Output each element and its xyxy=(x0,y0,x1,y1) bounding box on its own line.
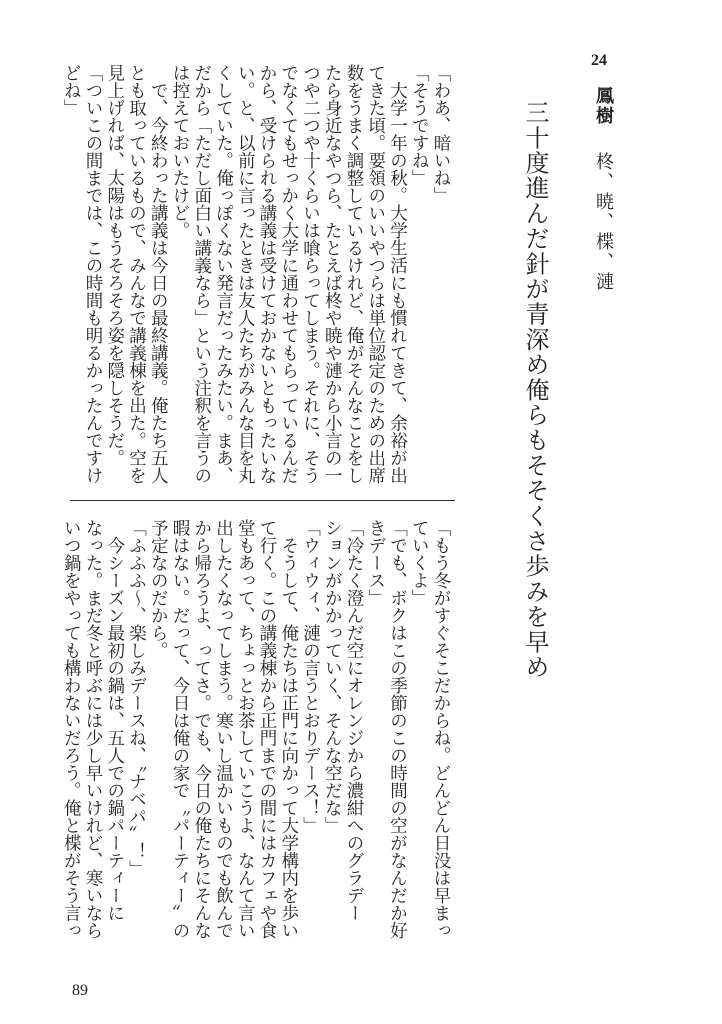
section-divider xyxy=(70,500,455,501)
text-column: 「でも、ボクはこの季節のこの時間の空がなんだか好 xyxy=(387,519,408,939)
text-column: どね」 xyxy=(61,64,82,117)
text-column: 「ウィウィ、漣の言うとおりデース！」 xyxy=(300,519,321,834)
chapter-title: 鳳樹 xyxy=(593,86,614,126)
text-column: から、受けられる講義は受けておかないともったいな xyxy=(257,64,277,484)
page-number: 89 xyxy=(72,982,88,999)
text-column: 見上げれば、太陽はもうそろそろ姿を隠しそうだ。 xyxy=(104,64,125,467)
text-column: いつ鍋をやっても構わないだろう。俺と楪がそう言っ xyxy=(61,519,82,939)
upper-text-block xyxy=(60,64,452,484)
text-column: い。と、以前に言ったときは友人たちがみんな目を丸 xyxy=(235,64,256,484)
text-column: 大学一年の秋。大学生活にも慣れてきて、余裕が出 xyxy=(387,64,408,484)
text-column: てきた頃。要領のいいやつらは単位認定のための出席 xyxy=(365,64,386,484)
text-column: そうして、俺たちは正門に向かって大学構内を歩い xyxy=(278,519,299,939)
text-column: 今シーズン最初の鍋は、五人での鍋パーティーに xyxy=(104,519,125,922)
text-column: 予定なのだから。 xyxy=(148,519,169,659)
text-column: 「もう冬がすぐそこだからね。どんどん日没は早まっ xyxy=(431,519,451,939)
text-column: 出したくなってしまう。寒いし温かいものでも飲んで xyxy=(213,519,234,939)
text-column: でなくてもせっかく大学に通わせてもらっているんだ xyxy=(278,64,299,484)
text-column: たら身近なやつら、たとえば柊や暁や漣から小言の一 xyxy=(322,64,343,484)
text-column: は控えておいたけど。 xyxy=(170,64,190,239)
haiku: 三十度進んだ針が青深め俺らもそそくさ歩みを早め xyxy=(521,100,549,680)
chapter-number: 24 xyxy=(591,52,607,69)
text-column: から帰ろうよ、ってさ。でも、今日の俺たちにそんな xyxy=(191,519,212,939)
text-column: 「わあ、暗いね」 xyxy=(431,64,451,204)
text-column: 堂もあって、ちょっとお茶していこうよ、なんて言い xyxy=(235,519,256,939)
chapter-characters: 柊、暁、楪、漣 xyxy=(593,152,614,292)
text-column: で、今終わった講義は今日の最終講義。俺たち五人 xyxy=(148,64,169,484)
text-column: 「冷たく澄んだ空にオレンジから濃紺へのグラデー xyxy=(344,519,364,922)
text-column: 数をうまく調整しているけれど、俺がそんなことをし xyxy=(344,64,364,484)
text-column: とも取っているもので、みんなで講義棟を出た。空を xyxy=(126,64,147,484)
text-column: きデース」 xyxy=(365,519,386,607)
text-column: 「ついこの間までは、この時間も明るかったんですけ xyxy=(83,64,103,484)
text-column: つや二つや十くらいは喰らってしまう。それに、そう xyxy=(300,64,321,484)
text-column: ていくよ」 xyxy=(409,519,430,607)
text-column: て行く。この講義棟から正門までの間にはカフェや食 xyxy=(257,519,277,939)
lower-text-block xyxy=(60,519,452,939)
text-column: なった。まだ冬と呼ぶには少し早いけれど、寒いなら xyxy=(83,519,103,939)
text-column: 「そうですね」 xyxy=(409,64,430,187)
text-column: だから「ただし面白い講義なら」という注釈を言うの xyxy=(191,64,212,484)
text-column: くしていた。俺っぽくない発言だったみたい。まあ、 xyxy=(213,64,234,484)
text-column: ションがかかっていく、そんな空だな」 xyxy=(322,519,343,834)
text-column: 暇はない。だって、今日は俺の家で〝パーティー〟の xyxy=(170,519,190,939)
text-column: 「ふふふ〜、楽しみデースね、〝ナベパ〟！」 xyxy=(126,519,147,878)
